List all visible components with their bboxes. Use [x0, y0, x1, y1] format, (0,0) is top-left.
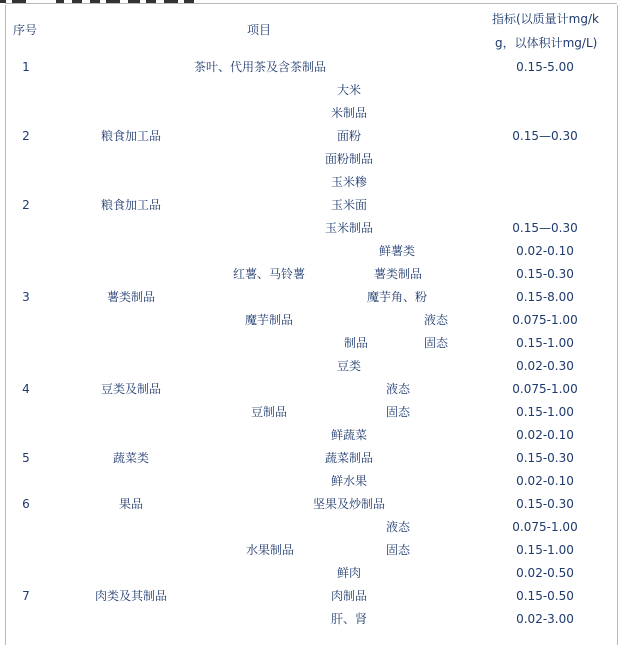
row-item: 豆类 — [336, 359, 362, 373]
row-sub-item: 液态 — [385, 520, 411, 534]
row-limit-value: 0.15-8.00 — [516, 290, 574, 304]
row-limit-value: 0.15-0.30 — [516, 497, 574, 511]
row-limit-value: 0.15-0.30 — [516, 267, 574, 281]
row-sub-item: 固态 — [385, 543, 411, 557]
row-sub-item: 薯类制品 — [373, 267, 423, 281]
row-item: 肝、肾 — [330, 612, 368, 626]
row-subcategory: 茶叶、代用茶及含茶制品 — [193, 60, 327, 74]
row-serial-number: 1 — [22, 60, 30, 74]
row-limit-value: 0.15-1.00 — [516, 336, 574, 350]
row-category: 粮食加工品 — [100, 198, 162, 212]
row-serial-number: 7 — [22, 589, 30, 603]
row-limit-value: 0.02-0.50 — [516, 566, 574, 580]
row-item: 蔬菜制品 — [324, 451, 374, 465]
row-item: 鲜蔬菜 — [330, 428, 368, 442]
row-serial-number: 3 — [22, 290, 30, 304]
row-item: 制品 — [343, 336, 369, 350]
row-category: 蔬菜类 — [112, 451, 150, 465]
row-serial-number: 5 — [22, 451, 30, 465]
row-limit-value: 0.02-0.30 — [516, 359, 574, 373]
row-subcategory: 红薯、马铃薯 — [232, 267, 306, 281]
table-top-border — [5, 3, 617, 4]
row-sub-item: 鲜薯类 — [378, 244, 416, 258]
row-item: 大米 — [336, 83, 362, 97]
row-item: 鲜肉 — [336, 566, 362, 580]
row-limit-value: 0.15-1.00 — [516, 405, 574, 419]
row-limit-value: 0.075-1.00 — [512, 520, 578, 534]
row-category: 豆类及制品 — [100, 382, 162, 396]
header-serial-number: 序号 — [13, 23, 38, 37]
row-limit-value: 0.02-0.10 — [516, 428, 574, 442]
row-sub-item: 液态 — [385, 382, 411, 396]
row-sub-item: 固态 — [423, 336, 449, 350]
row-limit-value: 0.15-0.50 — [516, 589, 574, 603]
row-item: 鲜水果 — [330, 474, 368, 488]
row-limit-value: 0.075-1.00 — [512, 313, 578, 327]
row-limit-value: 0.15-5.00 — [516, 60, 574, 74]
row-limit-value: 0.02-3.00 — [516, 612, 574, 626]
row-item: 米制品 — [330, 106, 368, 120]
row-item: 玉米制品 — [324, 221, 374, 235]
header-item: 项目 — [247, 23, 272, 37]
row-category: 果品 — [118, 497, 144, 511]
row-category: 薯类制品 — [106, 290, 156, 304]
row-subcategory: 豆制品 — [250, 405, 288, 419]
row-serial-number: 2 — [22, 129, 30, 143]
row-limit-value: 0.02-0.10 — [516, 244, 574, 258]
row-item: 玉米面 — [330, 198, 368, 212]
row-limit-value: 0.02-0.10 — [516, 474, 574, 488]
row-item: 坚果及炒制品 — [312, 497, 386, 511]
row-limit-value: 0.15—0.30 — [512, 221, 578, 235]
row-sub-item: 液态 — [423, 313, 449, 327]
row-serial-number: 2 — [22, 198, 30, 212]
row-category: 肉类及其制品 — [94, 589, 168, 603]
row-subcategory: 魔芋制品 — [244, 313, 294, 327]
row-serial-number: 4 — [22, 382, 30, 396]
row-item: 面粉制品 — [324, 152, 374, 166]
row-limit-value: 0.15-1.00 — [516, 543, 574, 557]
row-sub-item: 魔芋角、粉 — [366, 290, 428, 304]
row-sub-item: 固态 — [385, 405, 411, 419]
row-item: 玉米糁 — [330, 175, 368, 189]
row-category: 粮食加工品 — [100, 129, 162, 143]
row-limit-value: 0.075-1.00 — [512, 382, 578, 396]
row-item: 面粉 — [336, 129, 362, 143]
row-limit-value: 0.15—0.30 — [512, 129, 578, 143]
row-item: 肉制品 — [330, 589, 368, 603]
row-limit-value: 0.15-0.30 — [516, 451, 574, 465]
row-subcategory: 水果制品 — [245, 543, 295, 557]
header-limit-line2: g，以体积计mg/L) — [495, 36, 598, 50]
header-limit-line1: 指标(以质量计mg/k — [492, 12, 599, 26]
row-serial-number: 6 — [22, 497, 30, 511]
